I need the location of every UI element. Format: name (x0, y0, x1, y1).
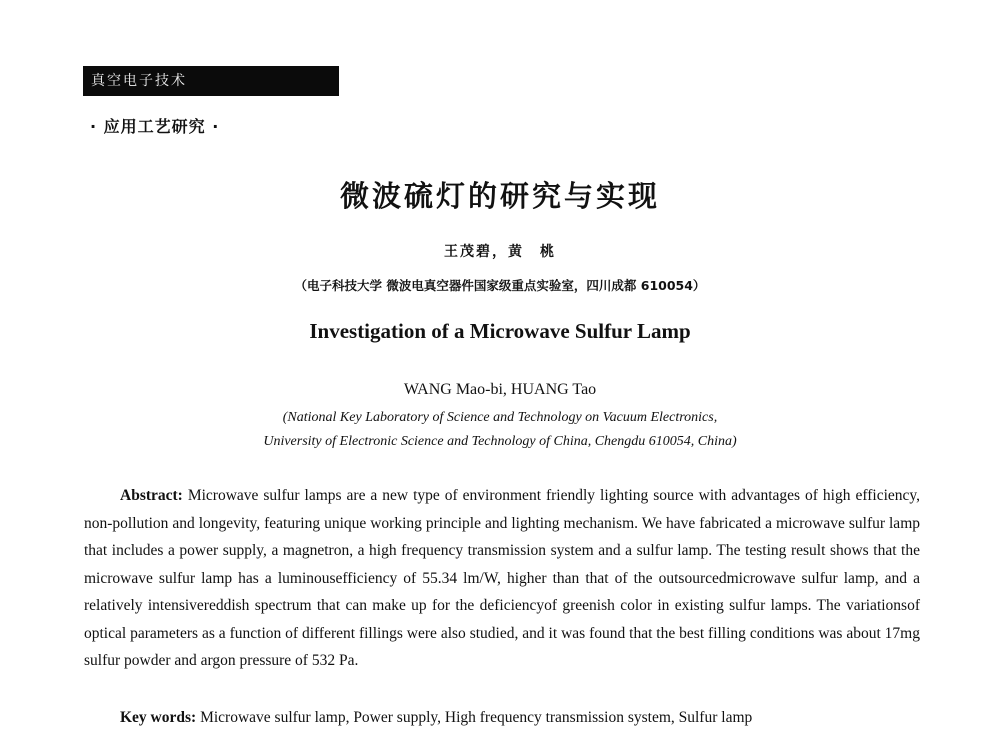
section-label: · 应用工艺研究 · (90, 117, 220, 136)
abstract-label: Abstract: (120, 487, 183, 504)
keywords-paragraph (84, 704, 920, 732)
abstract-paragraph (84, 482, 920, 675)
english-authors: WANG Mao-bi, HUANG Tao (403, 381, 597, 398)
chinese-title: 微波硫灯的研究与实现 (339, 179, 660, 213)
english-affiliation-line-1: (National Key Laboratory of Science and Technology on Vacuum Electronics, (282, 410, 718, 425)
keywords-label: Key words: (120, 709, 197, 726)
journal-name-banner: 真空电子技术 (83, 66, 339, 96)
abstract-text: Microwave sulfur lamps are a new type of environment friendly lighting source with advantages of high efficiency, non-pollution and longevity, featuring unique working principle and lighting mechanism. We have fabricated a microwave sulfur lamp that includes a power supply, a magnetron, a high frequency transmission system and a sulfur lamp. The testing result shows that the microwave sulfur lamp has a luminousefficiency of 55.34 lm/W, higher than that of the outsourcedmicrowave sulfur lamp, and a relatively intensivereddish spectrum that can make up for the deficiencyof greenish color in existing sulfur lamps. The variationsof optical parameters as a function of different fillings were also studied, and it was found that the best filling conditions was about 17mg sulfur powder and argon pressure of 532 Pa. (84, 487, 921, 669)
english-title: Investigation of a Microwave Sulfur Lamp (309, 319, 691, 343)
chinese-affiliation: （电子科技大学 微波电真空器件国家级重点实验室，四川成都 610054） (294, 278, 706, 293)
keywords-text: Microwave sulfur lamp, Power supply, High frequency transmission system, Sulfur lamp (200, 709, 753, 726)
chinese-authors: 王茂碧，黄 桃 (444, 244, 556, 260)
english-affiliation-line-2: University of Electronic Science and Technology of China, Chengdu 610054, China) (263, 434, 737, 449)
